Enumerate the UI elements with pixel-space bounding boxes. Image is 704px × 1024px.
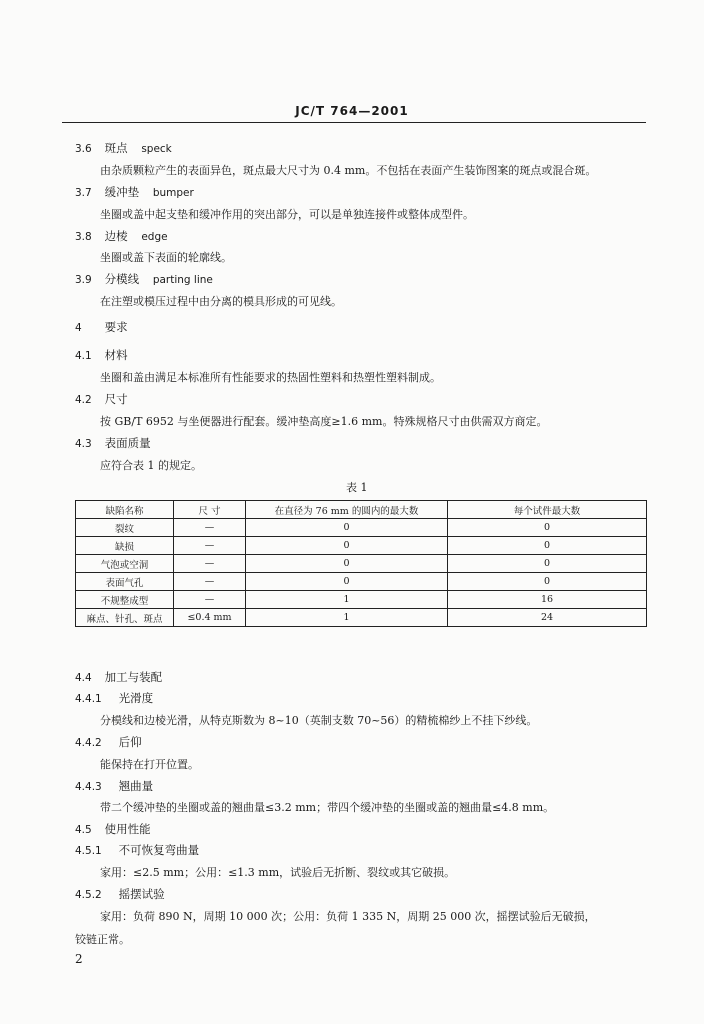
table-cell: 0 bbox=[448, 555, 647, 573]
section-number: 4.2 bbox=[75, 394, 92, 406]
defect-table bbox=[75, 500, 647, 627]
column-header: 每个试件最大数 bbox=[448, 501, 647, 519]
section-english-term: parting line bbox=[152, 274, 213, 286]
section-number: 4 bbox=[75, 322, 82, 334]
table-cell: 不规整成型 bbox=[76, 591, 174, 609]
section-number: 4.4.1 bbox=[75, 693, 102, 705]
section-title: 光滑度 bbox=[118, 691, 154, 705]
section-4-3-text: 应符合表 1 的规定。 bbox=[100, 459, 202, 472]
table-cell: 0 bbox=[246, 573, 448, 591]
section-title: 不可恢复弯曲量 bbox=[118, 843, 200, 857]
table-cell: 0 bbox=[246, 555, 448, 573]
section-title: 后仰 bbox=[118, 735, 142, 749]
table-cell: 16 bbox=[448, 591, 647, 609]
section-4-4-2-text: 能保持在打开位置。 bbox=[100, 758, 199, 771]
table-row bbox=[76, 519, 647, 537]
section-number: 3.8 bbox=[75, 231, 92, 243]
table-cell: 24 bbox=[448, 609, 647, 627]
section-english-term: edge bbox=[141, 231, 168, 243]
table-cell: 气泡或空洞 bbox=[76, 555, 174, 573]
section-4-2-text: 按 GB/T 6952 与坐便器进行配套。缓冲垫高度≥1.6 mm。特殊规格尺寸由供需双方商定。 bbox=[100, 415, 548, 428]
section-title: 翘曲量 bbox=[118, 779, 154, 793]
section-4-5-heading bbox=[75, 821, 151, 837]
table-cell: 1 bbox=[246, 609, 448, 627]
section-4-3-heading bbox=[75, 435, 151, 451]
column-header: 缺陷名称 bbox=[76, 501, 174, 519]
table-cell: 0 bbox=[448, 537, 647, 555]
table-row bbox=[76, 537, 647, 555]
section-number: 4.3 bbox=[75, 438, 92, 450]
section-4-1-text: 坐圈和盖由满足本标准所有性能要求的热固性塑料和热塑性塑料制成。 bbox=[100, 371, 441, 384]
section-4-5-2-text-continued: 铰链正常。 bbox=[75, 933, 130, 946]
section-number: 4.5.1 bbox=[75, 845, 102, 857]
section-3-8-text: 坐圈或盖下表面的轮廓线。 bbox=[100, 251, 232, 264]
section-4-4-3-heading bbox=[75, 778, 153, 794]
column-header: 在直径为 76 mm 的圆内的最大数 bbox=[246, 501, 448, 519]
table-cell: 缺损 bbox=[76, 537, 174, 555]
table-row bbox=[76, 591, 647, 609]
column-header: 尺 寸 bbox=[174, 501, 246, 519]
section-number: 3.7 bbox=[75, 187, 92, 199]
section-number: 4.5 bbox=[75, 824, 92, 836]
section-title: 摇摆试验 bbox=[118, 887, 165, 901]
table-cell: 表面气孔 bbox=[76, 573, 174, 591]
section-4-4-1-text: 分模线和边棱光滑，从特克斯数为 8~10（英制支数 70~56）的精梳棉纱上不挂下纱线。 bbox=[100, 714, 538, 727]
section-3-9-heading bbox=[75, 271, 213, 287]
table-cell: 1 bbox=[246, 591, 448, 609]
table-cell: 0 bbox=[246, 519, 448, 537]
section-number: 4.5.2 bbox=[75, 889, 102, 901]
table-row bbox=[76, 573, 647, 591]
section-number: 4.4.3 bbox=[75, 781, 102, 793]
table-cell: — bbox=[174, 573, 246, 591]
section-title: 表面质量 bbox=[104, 436, 151, 450]
table-cell: — bbox=[174, 519, 246, 537]
section-3-7-heading bbox=[75, 184, 194, 200]
table-header-row bbox=[76, 501, 647, 519]
table-cell: ≤0.4 mm bbox=[174, 609, 246, 627]
section-english-term: speck bbox=[141, 143, 172, 155]
table-row bbox=[76, 555, 647, 573]
section-number: 4.4 bbox=[75, 672, 92, 684]
section-4-1-heading bbox=[75, 347, 128, 363]
section-title: 分模线 bbox=[104, 272, 140, 286]
section-3-9-text: 在注塑或模压过程中由分离的模具形成的可见线。 bbox=[100, 295, 342, 308]
table-cell: — bbox=[174, 555, 246, 573]
section-3-7-text: 坐圈或盖中起支垫和缓冲作用的突出部分，可以是单独连接件或整体成型件。 bbox=[100, 208, 474, 221]
section-title: 加工与装配 bbox=[104, 670, 163, 684]
section-4-5-2-text: 家用：负荷 890 N，周期 10 000 次；公用：负荷 1 335 N，周期 25 000 次，摇摆试验后无破损， bbox=[100, 910, 596, 923]
table-cell: 麻点、针孔、斑点 bbox=[76, 609, 174, 627]
section-number: 3.6 bbox=[75, 143, 92, 155]
section-title: 尺寸 bbox=[104, 392, 128, 406]
section-number: 3.9 bbox=[75, 274, 92, 286]
section-4-4-heading bbox=[75, 669, 162, 685]
section-title: 斑点 bbox=[104, 141, 128, 155]
section-4-4-2-heading bbox=[75, 734, 142, 750]
section-4-4-3-text: 带二个缓冲垫的坐圈或盖的翘曲量≤3.2 mm；带四个缓冲垫的坐圈或盖的翘曲量≤4.8 mm。 bbox=[100, 801, 555, 814]
section-title: 要求 bbox=[104, 320, 128, 334]
section-title: 使用性能 bbox=[104, 822, 151, 836]
section-4-5-1-heading bbox=[75, 842, 199, 858]
section-number: 4.4.2 bbox=[75, 737, 102, 749]
section-4-5-2-heading bbox=[75, 886, 165, 902]
section-4-heading bbox=[75, 319, 128, 335]
table-row bbox=[76, 609, 647, 627]
section-number: 4.1 bbox=[75, 350, 92, 362]
header-rule bbox=[62, 122, 646, 123]
section-english-term: bumper bbox=[152, 187, 194, 199]
section-title: 材料 bbox=[104, 348, 128, 362]
table-cell: — bbox=[174, 537, 246, 555]
section-4-5-1-text: 家用：≤2.5 mm；公用：≤1.3 mm，试验后无折断、裂纹或其它破损。 bbox=[100, 866, 456, 879]
section-3-8-heading bbox=[75, 228, 168, 244]
document-header: JC/T 764—2001 bbox=[295, 104, 409, 118]
section-4-4-1-heading bbox=[75, 690, 153, 706]
section-3-6-text: 由杂质颗粒产生的表面异色，斑点最大尺寸为 0.4 mm。不包括在表面产生装饰图案的斑点或混合斑。 bbox=[100, 164, 597, 177]
table-cell: 0 bbox=[246, 537, 448, 555]
table-cell: 裂纹 bbox=[76, 519, 174, 537]
section-3-6-heading bbox=[75, 140, 172, 156]
section-title: 缓冲垫 bbox=[104, 185, 140, 199]
page-number: 2 bbox=[75, 952, 83, 966]
table-cell: 0 bbox=[448, 519, 647, 537]
table-cell: — bbox=[174, 591, 246, 609]
section-title: 边棱 bbox=[104, 229, 128, 243]
table-cell: 0 bbox=[448, 573, 647, 591]
table-caption: 表 1 bbox=[346, 481, 368, 494]
section-4-2-heading bbox=[75, 391, 128, 407]
